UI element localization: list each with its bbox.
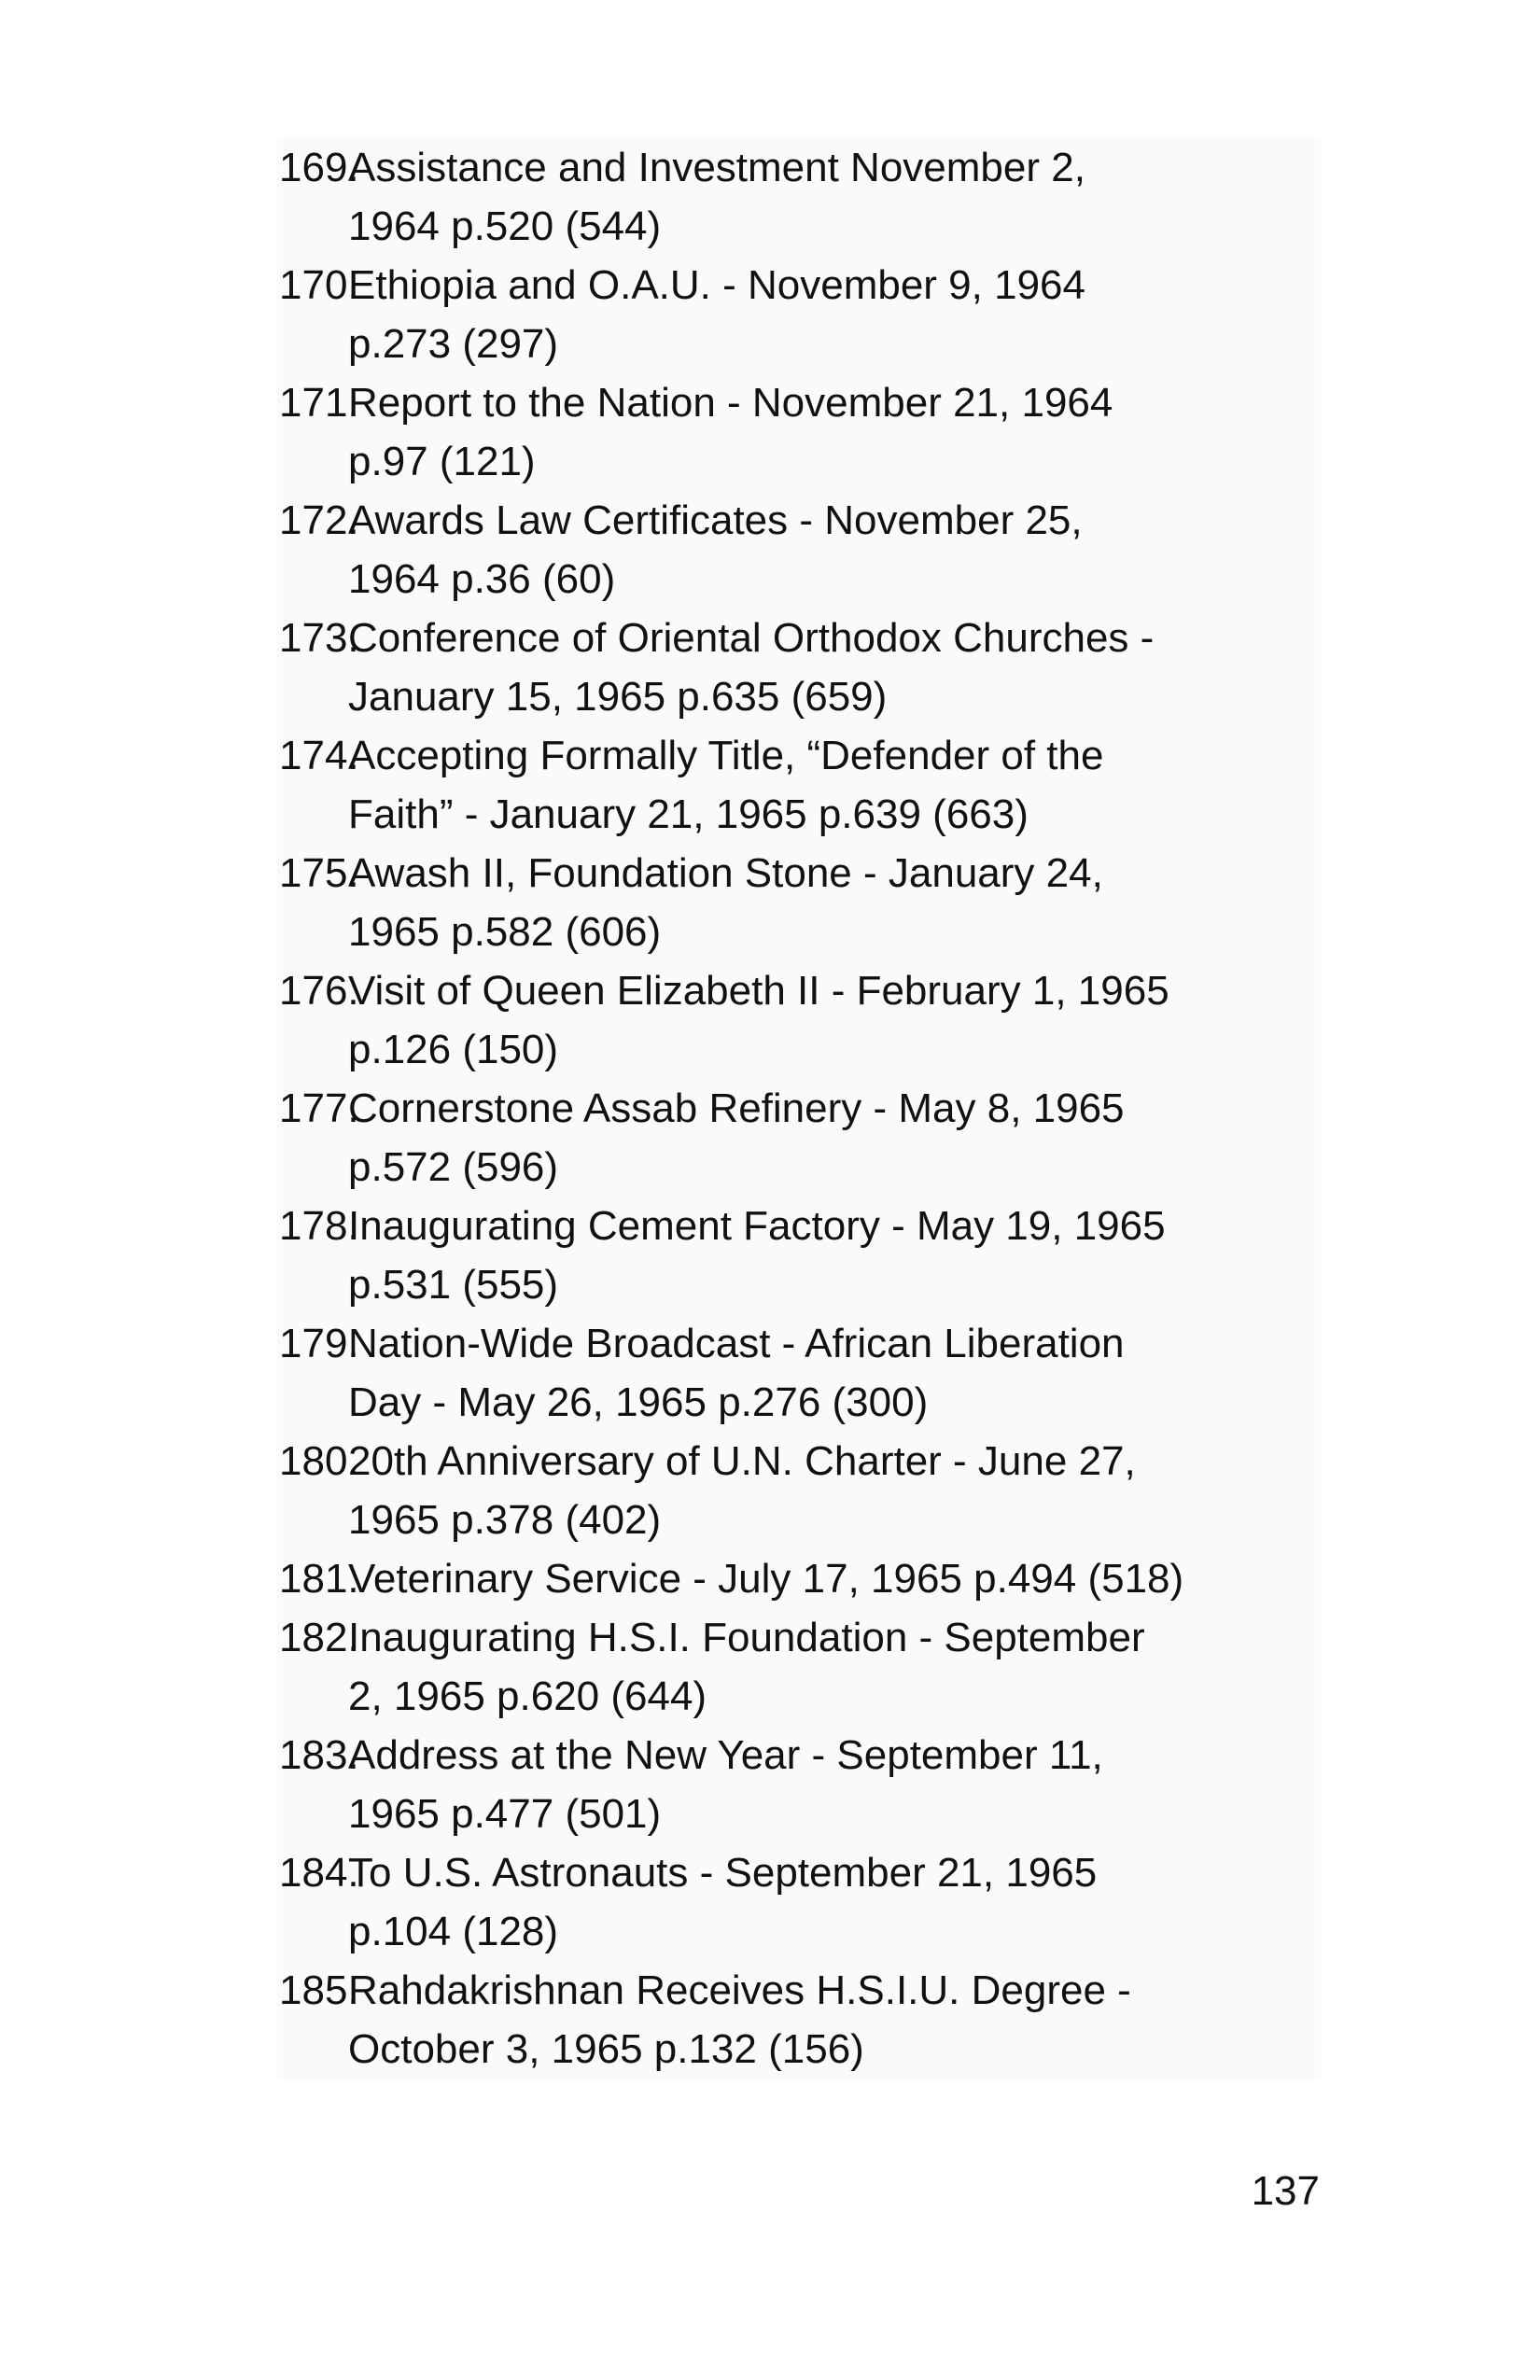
entry-179 [277, 1314, 1321, 1432]
entry-178 [277, 1197, 1321, 1314]
entry-180 [277, 1432, 1321, 1549]
entry-line-1: Ethiopia and O.A.U. - November 9, 1964 [348, 262, 1085, 308]
entry-line-1: Awards Law Certificates - November 25, [348, 497, 1083, 543]
entry-177 [277, 1079, 1321, 1197]
entry-172 [277, 491, 1321, 609]
entry-number: 182. [279, 1615, 359, 1660]
entry-line-1: Assistance and Investment November 2, [348, 145, 1085, 190]
entry-line-1: Inaugurating H.S.I. Foundation - September [348, 1615, 1145, 1660]
page-number: 137 [1251, 2168, 1320, 2214]
entry-line-2: p.97 (121) [348, 439, 536, 484]
entry-number: 181. [279, 1556, 359, 1602]
entry-line-1: Cornerstone Assab Refinery - May 8, 1965 [348, 1085, 1125, 1131]
entry-number: 177. [279, 1085, 359, 1131]
entry-number: 169. [279, 145, 359, 190]
entry-176 [277, 961, 1321, 1079]
entry-line-2: 1964 p.36 (60) [348, 556, 616, 602]
entry-173 [277, 609, 1321, 726]
entry-number: 173. [279, 615, 359, 661]
entry-line-1: Visit of Queen Elizabeth II - February 1, 1965 [348, 968, 1169, 1014]
entry-line-2: October 3, 1965 p.132 (156) [348, 2026, 864, 2072]
entry-number: 183. [279, 1732, 359, 1778]
entry-number: 179. [279, 1321, 359, 1366]
entry-line-1: Conference of Oriental Orthodox Churches - [348, 615, 1155, 661]
entry-line-1: Report to the Nation - November 21, 1964 [348, 380, 1113, 426]
entry-number: 171. [279, 380, 359, 426]
entry-line-2: p.572 (596) [348, 1144, 559, 1190]
entry-line-2: 1965 p.582 (606) [348, 909, 662, 955]
entry-line-2: Day - May 26, 1965 p.276 (300) [348, 1379, 929, 1425]
entry-number: 174. [279, 733, 359, 778]
entry-line-2: 1965 p.378 (402) [348, 1497, 662, 1543]
entry-line-1: Accepting Formally Title, “Defender of the [348, 733, 1104, 778]
entry-number: 170. [279, 262, 359, 308]
entry-185 [277, 1961, 1321, 2079]
entry-182 [277, 1608, 1321, 1726]
entry-number: 180. [279, 1438, 359, 1484]
entry-line-1: To U.S. Astronauts - September 21, 1965 [348, 1850, 1098, 1896]
entry-170 [277, 256, 1321, 373]
entry-line-1: Awash II, Foundation Stone - January 24, [348, 850, 1103, 896]
entry-number: 178. [279, 1203, 359, 1249]
entry-line-2: p.126 (150) [348, 1027, 559, 1072]
entry-line-1: 20th Anniversary of U.N. Charter - June 27, [348, 1438, 1136, 1484]
entry-184 [277, 1843, 1321, 1961]
entry-line-2: 1965 p.477 (501) [348, 1791, 662, 1837]
entry-line-1: Rahdakrishnan Receives H.S.I.U. Degree - [348, 1967, 1131, 2013]
entry-line-2: 1964 p.520 (544) [348, 203, 662, 249]
entry-number: 176. [279, 968, 359, 1014]
entry-181 [277, 1549, 1321, 1608]
entry-171 [277, 373, 1321, 491]
entry-line-2: January 15, 1965 p.635 (659) [348, 674, 888, 720]
entry-list [277, 138, 1321, 2079]
entry-number: 172. [279, 497, 359, 543]
entry-169 [277, 138, 1321, 256]
entry-line-1: Nation-Wide Broadcast - African Liberation [348, 1321, 1125, 1366]
entry-line-2: Faith” - January 21, 1965 p.639 (663) [348, 791, 1029, 837]
entry-line-2: p.104 (128) [348, 1909, 559, 1954]
entry-line-1: Inaugurating Cement Factory - May 19, 1965 [348, 1203, 1166, 1249]
entry-line-2: 2, 1965 p.620 (644) [348, 1673, 707, 1719]
entry-number: 184. [279, 1850, 359, 1896]
entry-174 [277, 726, 1321, 844]
entry-line-2: p.531 (555) [348, 1262, 559, 1308]
entry-line-1: Address at the New Year - September 11, [348, 1732, 1103, 1778]
entry-number: 175. [279, 850, 359, 896]
entry-183 [277, 1726, 1321, 1843]
entries-block [277, 138, 1321, 2079]
entry-number: 185. [279, 1967, 359, 2013]
entry-line-2: p.273 (297) [348, 321, 559, 367]
entry-line-1: Veterinary Service - July 17, 1965 p.494 (518) [348, 1556, 1184, 1602]
entry-175 [277, 844, 1321, 961]
